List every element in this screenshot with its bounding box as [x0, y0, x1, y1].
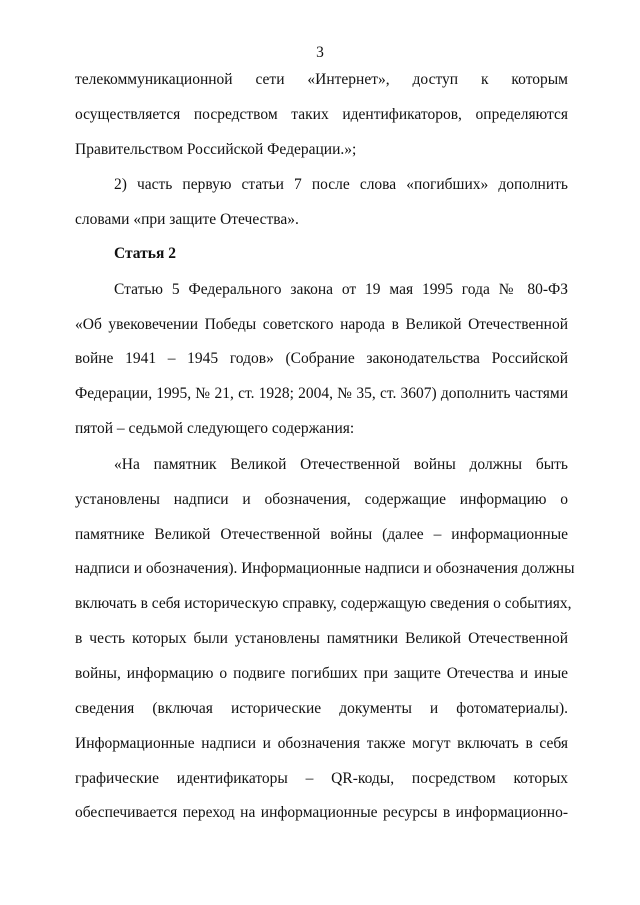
paragraph-4-line-4: надписи и обозначения). Информационные надписи и обозначения должны — [75, 560, 575, 577]
paragraph-1-line-3: Правительством Российской Федерации.»; — [75, 141, 357, 158]
page-number: 3 — [316, 44, 324, 61]
paragraph-1-line-2: осуществляется посредством таких идентификаторов, определяются — [75, 106, 568, 123]
paragraph-4-line-6: в честь которых были установлены памятники Великой Отечественной — [75, 630, 568, 647]
paragraph-3-line-1: Статью 5 Федерального закона от 19 мая 1995 года № 80-ФЗ — [114, 281, 568, 298]
paragraph-4-line-5: включать в себя историческую справку, содержащую сведения о событиях, — [75, 595, 572, 612]
paragraph-4-line-7: войны, информацию о подвиге погибших при защите Отечества и иные — [75, 665, 568, 682]
paragraph-3-line-4: Федерации, 1995, № 21, ст. 1928; 2004, № 35, ст. 3607) дополнить частями — [75, 385, 568, 402]
paragraph-4-line-2: установлены надписи и обозначения, содержащие информацию о — [75, 491, 568, 508]
paragraph-3-line-3: войне 1941 – 1945 годов» (Собрание законодательства Российской — [75, 350, 568, 367]
paragraph-4-line-1: «На памятник Великой Отечественной войны должны быть — [114, 456, 568, 473]
paragraph-4-line-9: Информационные надписи и обозначения также могут включать в себя — [75, 735, 568, 752]
paragraph-2-line-2: словами «при защите Отечества». — [75, 211, 299, 228]
paragraph-2-line-1: 2) часть первую статьи 7 после слова «погибших» дополнить — [114, 176, 568, 193]
article-heading: Статья 2 — [114, 245, 176, 262]
paragraph-4-line-8: сведения (включая исторические документы и фотоматериалы). — [75, 700, 568, 717]
paragraph-3-line-2: «Об увековечении Победы советского народа в Великой Отечественной — [75, 316, 568, 333]
paragraph-4-line-3: памятнике Великой Отечественной войны (далее – информационные — [75, 526, 568, 543]
paragraph-3-line-5: пятой – седьмой следующего содержания: — [75, 420, 355, 437]
paragraph-4-line-10: графические идентификаторы – QR-коды, посредством которых — [75, 770, 568, 787]
paragraph-4-line-11: обеспечивается переход на информационные ресурсы в информационно- — [75, 804, 568, 821]
paragraph-1-line-1: телекоммуникационной сети «Интернет», доступ к которым — [75, 71, 568, 88]
